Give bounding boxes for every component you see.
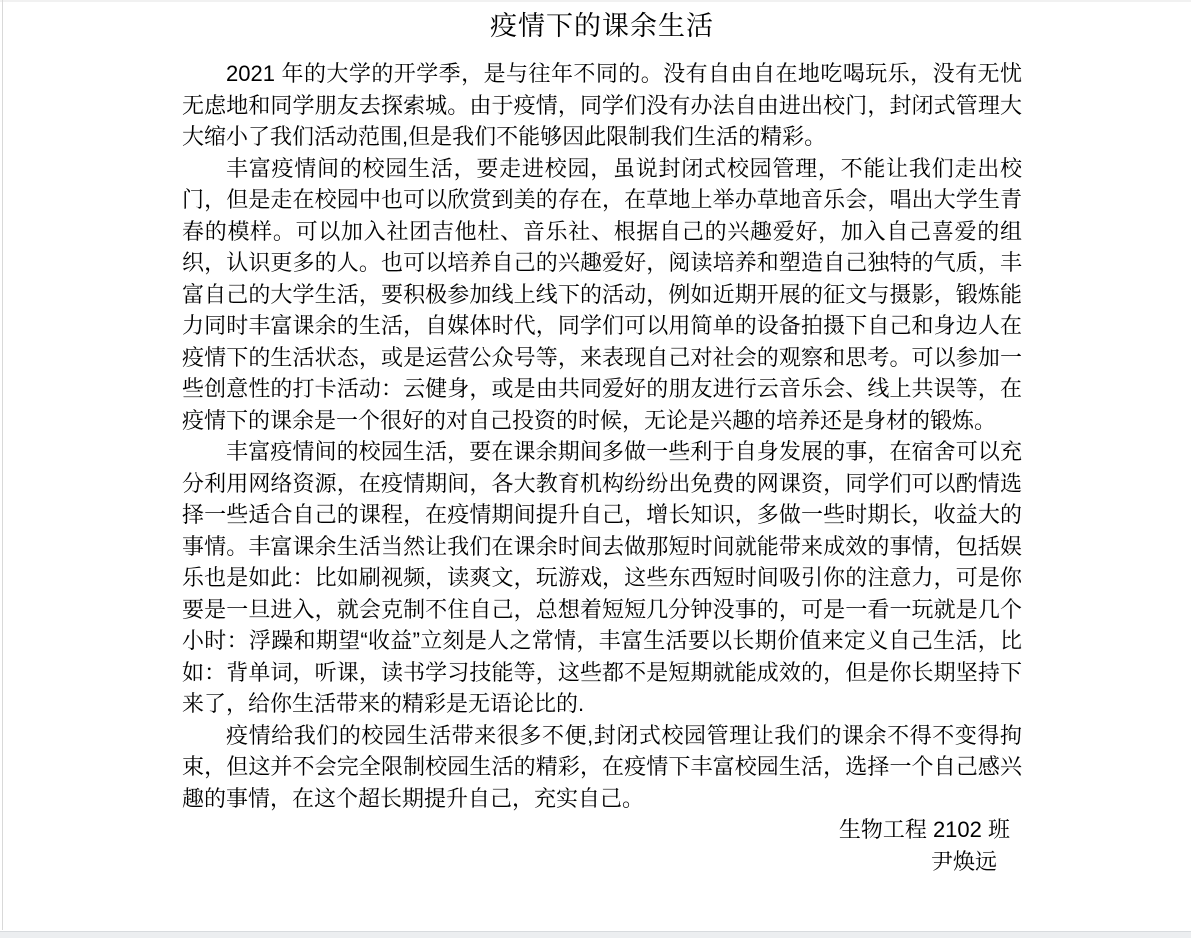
paragraph-campus-life: 丰富疫情间的校园生活，要走进校园，虽说封闭式校园管理，不能让我们走出校门，但是走在校园中也可以欣赏到美的存在，在草地上举办草地音乐会，唱出大学生青春的模样。可以加入社团吉他杜、音乐社、根据自己的兴趣爱好，加入自己喜爱的组织，认识更多的人。也可以培养自己的兴趣爱好，阅读培养和塑造自己独特的气质，丰富自己的大学生活，要积极参加线上线下的活动，例如近期开展的征文与摄影，锻炼能力同时丰富课余的生活，自媒体时代，同学们可以用简单的设备拍摄下自己和身边人在疫情下的生活状态，或是运营公众号等，来表现自己对社会的观察和思考。可以参加一些创意性的打卡活动：云健身，或是由共同爱好的朋友进行云音乐会、线上共误等，在疫情下的课余是一个很好的对自己投资的时候，无论是兴趣的培养还是身材的锻炼。 bbox=[182, 155, 1022, 433]
document-title: 疫情下的课余生活 bbox=[490, 11, 714, 41]
paragraph-conclusion: 疫情给我们的校园生活带来很多不便,封闭式校园管理让我们的课余不得不变得拘束，但这并不会完全限制校园生活的精彩，在疫情下丰富校园生活，选择一个自己感兴趣的事情，在这个超长期提升自己，充实自己。 bbox=[182, 722, 1022, 811]
page-top-edge bbox=[0, 0, 1191, 2]
signature-author-name: 尹焕远 bbox=[930, 848, 997, 874]
signature-block bbox=[182, 814, 1022, 877]
paragraph-intro: 2021 年的大学的开学季，是与往年不同的。没有自由自在地吃喝玩乐，没有无忧无虑地和同学朋友去探索城。由于疫情，同学们没有办法自由进出校门，封闭式管理大大缩小了我们活动范围,但是我们不能够因此限制我们生活的精彩。 bbox=[182, 61, 1022, 149]
page-bottom-strip bbox=[0, 931, 1191, 938]
document-body bbox=[182, 58, 1022, 814]
paragraph-self-development: 丰富疫情间的校园生活，要在课余期间多做一些利于自身发展的事，在宿舍可以充分利用网络资源，在疫情期间，各大教育机构纷纷出免费的网课资，同学们可以酌情选择一些适合自己的课程，在疫情期间提升自己，增长知识，多做一些时期长，收益大的事情。丰富课余生活当然让我们在课余时间去做那短时间就能带来成效的事情，包括娱乐也是如此：比如刷视频，读爽文，玩游戏，这些东西短时间吸引你的注意力，可是你要是一旦进入，就会克制不住自己，总想着短短几分钟没事的，可是一看一玩就是几个小时：浮躁和期望“收益”立刻是人之常情，丰富生活要以长期价值来定义自己生活，比如：背单词，听课，读书学习技能等，这些都不是短期就能成效的，但是你长期坚持下来了，给你生活带来的精彩是无语论比的. bbox=[182, 439, 1022, 716]
page-left-edge bbox=[2, 0, 3, 930]
signature-class-line: 生物工程 2102 班 bbox=[838, 817, 1010, 842]
